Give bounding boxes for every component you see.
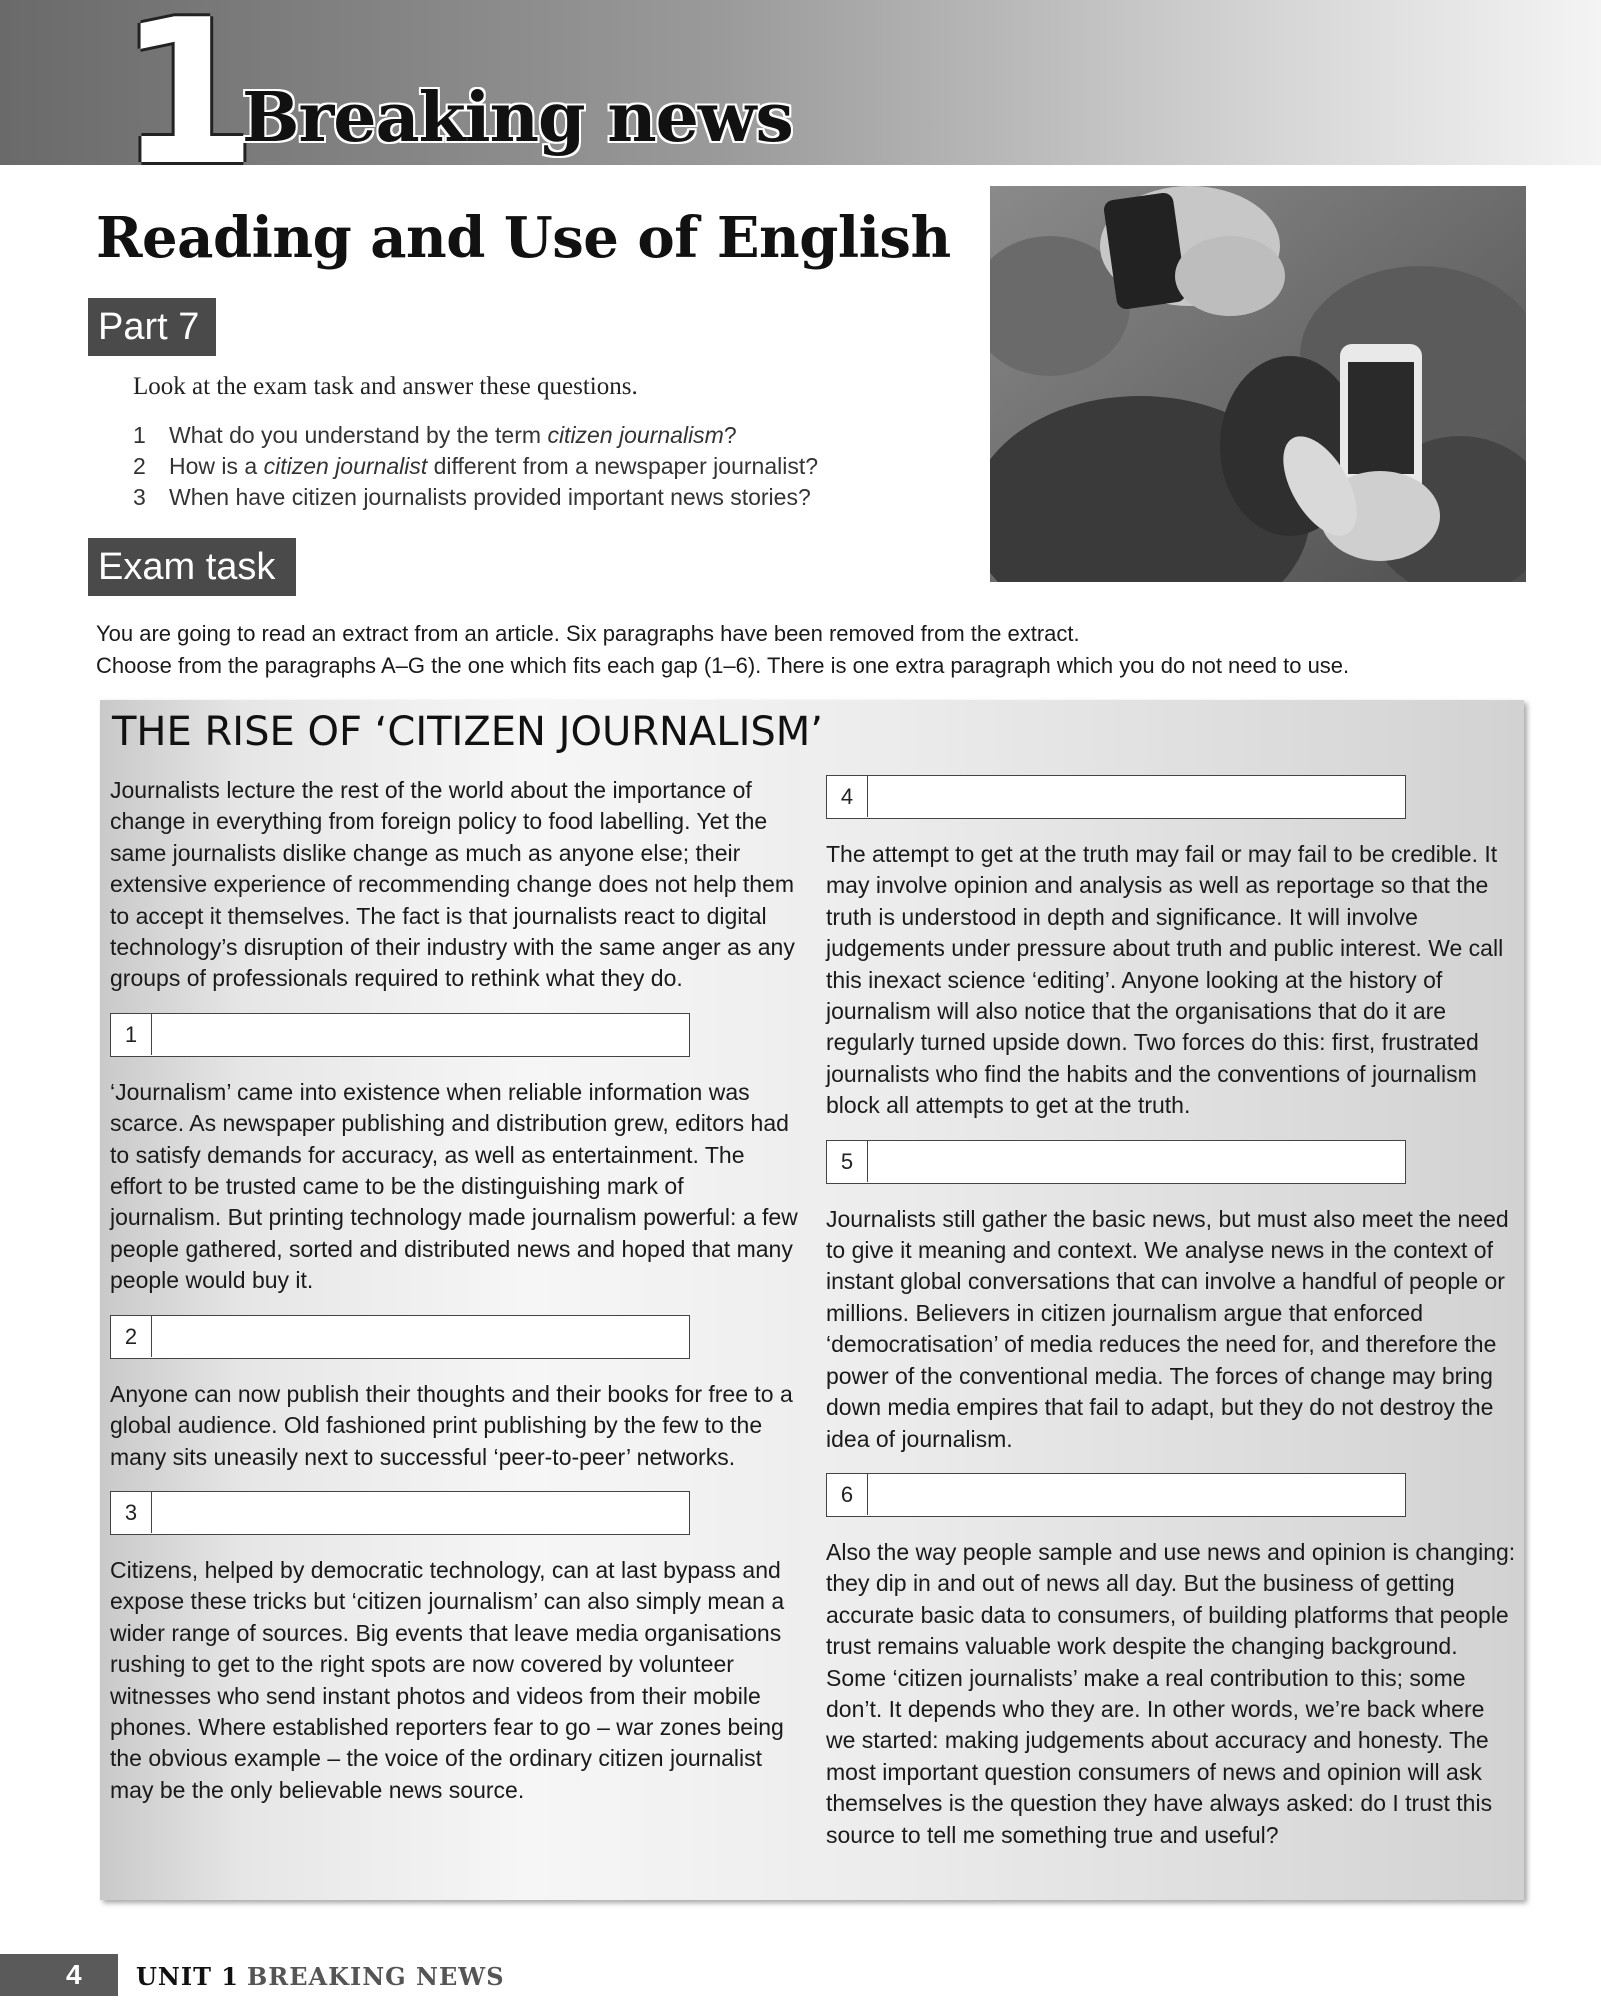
question-text-end: different from a newspaper journalist? <box>427 453 819 479</box>
footer-page-tab <box>0 1954 118 1996</box>
article-paragraph: ‘Journalism’ came into existence when reliable information was scarce. As newspaper publishing and distribution grew, editors had to satisfy demands for accuracy, as well as entertainment. The effort to be trusted came to be the distinguishing mark of journalism. But printing technology made journalism powerful: a few people gathered, sorted and distributed news and hoped that many people would buy it. <box>110 1078 798 1294</box>
question-item <box>133 482 818 513</box>
gap-box-2[interactable] <box>110 1315 690 1359</box>
question-item <box>133 451 818 482</box>
question-text: When have citizen journalists provided important news stories? <box>169 484 811 510</box>
photo-illustration <box>990 186 1526 582</box>
article-paragraph: Journalists lecture the rest of the world about the importance of change in everything from foreign policy to food labelling. Yet the same journalists dislike change as much as anyone else; their extensive experience of recommending change does not help them to accept it themselves. The fact is that journalists react to digital technology’s disruption of their industry with the same anger as any groups of professionals required to rethink what they do. <box>110 777 795 992</box>
question-text: What do you understand by the term <box>169 422 548 448</box>
gap-number: 4 <box>827 776 868 817</box>
question-text: How is a <box>169 453 264 479</box>
gap-box-5[interactable] <box>826 1140 1406 1184</box>
question-term: citizen journalism <box>547 422 724 448</box>
question-text-end: ? <box>723 422 737 448</box>
footer-unit-title: BREAKING NEWS <box>247 1962 505 1991</box>
intro-text: Look at the exam task and answer these questions. <box>133 373 638 400</box>
question-term: citizen journalist <box>263 453 428 479</box>
article-paragraph: Citizens, helped by democratic technology, can at last bypass and expose these tricks but ‘citizen journalism’ can also simply mean a wider range of sources. Big events that leave media organisations rushing to get to the right spots are now covered by volunteer witnesses who send instant photos and videos from their mobile phones. Where established reporters fear to go – war zones being the obvious example – the voice of the ordinary citizen journalist may be the only believable news source. <box>110 1556 785 1803</box>
gap-box-4[interactable] <box>826 775 1406 819</box>
gap-number: 1 <box>111 1014 152 1055</box>
instruction-line: Choose from the paragraphs A–G the one which fits each gap (1–6). There is one extra paragraph which you do not need to use. <box>96 653 1350 678</box>
part-label: Part 7 <box>88 298 216 356</box>
gap-number: 5 <box>827 1141 868 1182</box>
gap-number: 6 <box>827 1474 868 1515</box>
gap-number: 2 <box>111 1316 152 1357</box>
question-list <box>133 420 818 513</box>
unit-title: Breaking news <box>242 78 793 158</box>
unit-number: 1 <box>118 0 252 210</box>
page-number: 4 <box>66 1959 82 1990</box>
article-paragraph: The attempt to get at the truth may fail or may fail to be credible. It may involve opinion and analysis as well as reportage so that the truth is understood in depth and significance. It will involve judgements under pressure about truth and public interest. We call this inexact science ‘editing’. Anyone looking at the history of journalism will also notice that the organisations that do it are regularly turned upside down. Two forces do this: first, frustrated journalists who find the habits and the conventions of journalism block all attempts to get at the truth. <box>826 841 1504 1119</box>
article-column-left <box>110 775 798 1806</box>
question-item <box>133 420 818 451</box>
question-number: 3 <box>133 484 146 510</box>
gap-box-6[interactable] <box>826 1473 1406 1517</box>
article-paragraph: Also the way people sample and use news and opinion is changing: they dip in and out of news all day. But the business of getting accurate basic data to consumers, of building platforms that people trust remains valuable work despite the changing background. Some ‘citizen journalists’ make a real contribution to this; some don’t. It depends who they are. In other words, we’re back where we started: making judgements about accuracy and honesty. The most important question consumers of news and opinion will ask themselves is the question they have always asked: do I trust this source to tell me something true and useful? <box>826 1538 1516 1848</box>
instruction-line: You are going to read an extract from an article. Six paragraphs have been removed from the extract. <box>96 621 1080 646</box>
article-paragraph: Journalists still gather the basic news, but must also meet the need to give it meaning and context. We analyse news in the context of instant global conversations that can involve a handful of people or millions. Believers in citizen journalism argue that enforced ‘democratisation’ of media reduces the need for, and therefore the power of the conventional media. The forces of change may bring down media empires that fail to adapt, but they do not destroy the idea of journalism. <box>826 1205 1509 1452</box>
question-number: 2 <box>133 453 146 479</box>
section-title: Reading and Use of English <box>96 205 951 271</box>
question-number: 1 <box>133 422 146 448</box>
gap-box-3[interactable] <box>110 1491 690 1535</box>
task-instructions <box>96 618 1556 682</box>
article-column-right <box>826 775 1516 1851</box>
footer-unit-label <box>136 1958 505 1996</box>
gap-box-1[interactable] <box>110 1013 690 1057</box>
crowd-phones-photo <box>990 186 1526 582</box>
article-title: THE RISE OF ‘CITIZEN JOURNALISM’ <box>112 709 823 755</box>
footer-unit: UNIT 1 <box>136 1962 240 1991</box>
article-paragraph: Anyone can now publish their thoughts and their books for free to a global audience. Old fashioned print publishing by the few to the many sits uneasily next to successful ‘peer-to-peer’ networks. <box>110 1380 793 1470</box>
exam-task-label: Exam task <box>88 538 296 596</box>
gap-number: 3 <box>111 1492 152 1533</box>
